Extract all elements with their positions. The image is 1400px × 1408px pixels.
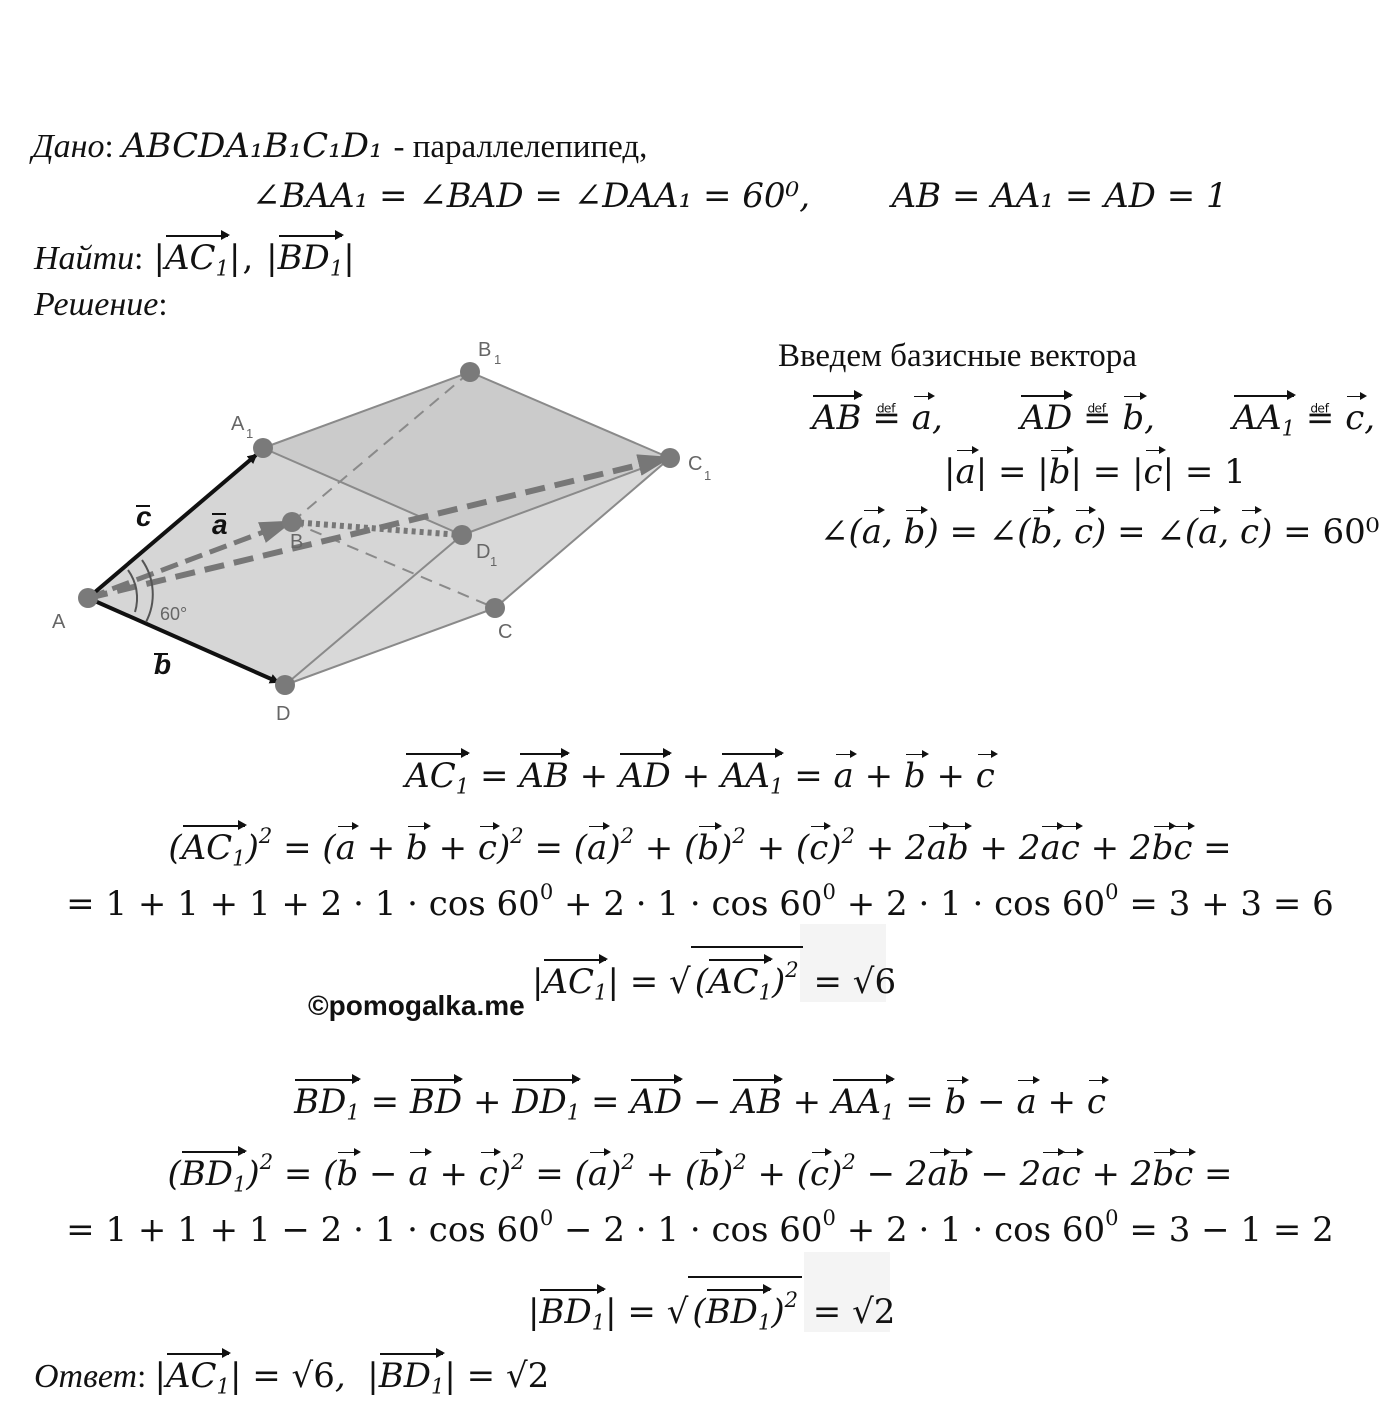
label-B1-sub: 1 xyxy=(494,352,502,367)
basis-angles: ∠(a, b) = ∠(b, c) = ∠(a, c) = 60⁰ xyxy=(820,512,1380,552)
basis-modulus: |a| = |b| = |c| = 1 xyxy=(944,452,1246,492)
basis-intro: Введем базисные вектора xyxy=(778,338,1137,374)
basis-definitions: AB ≝ a, AD ≝ b, $AA_1$ ≝ c, xyxy=(812,392,1375,448)
basis-modulus-value: = 1 xyxy=(1184,452,1246,492)
label-A1: A xyxy=(231,413,245,435)
find-line: Найти: $|AC_1|$, $|BD_1|$ xyxy=(34,232,357,288)
label-C: C xyxy=(498,621,513,643)
answer-label: Ответ xyxy=(34,1358,138,1395)
given-line: Дано: ABCDA₁B₁C₁D₁ - параллелепипед, xyxy=(32,126,648,166)
label-vec-c: c xyxy=(136,501,152,532)
eq-bd1-square: $(BD_1)^2 = (b - a + c)^2 = (a)^2 + (b)^2 + (c)^2 - 2ab - 2ac + 2bc$ = xyxy=(0,1142,1400,1204)
eq-ac1-value: = $1 + 1 + 1 + 2 \cdot 1 \cdot \cos 60^0 + 2 \cdot 1 \cdot \cos 60^0 + 2 \cdot 1 \cdot \cos 60^0 = 3 + 3 = 6$ xyxy=(66,879,1334,924)
label-vec-a: a xyxy=(212,509,228,540)
given-lengths: AB = AA₁ = AD = 1 xyxy=(891,176,1228,216)
given-label: Дано xyxy=(32,128,105,165)
label-B: B xyxy=(290,531,304,553)
label-D1-sub: 1 xyxy=(490,554,498,569)
label-A1-sub: 1 xyxy=(246,426,254,441)
watermark: ©pomogalka.me xyxy=(308,990,525,1021)
answer-line: Ответ: $|AC_1| = √6$, $|BD_1| = √2$ xyxy=(34,1350,549,1406)
solution-line: Решение: xyxy=(34,286,168,323)
solution-label: Решение xyxy=(34,286,159,323)
given-figure: ABCDA₁B₁C₁D₁ xyxy=(121,126,383,166)
label-C1-sub: 1 xyxy=(704,468,712,483)
eq-ac1-square: $(AC_1)^2 = (a + b + c)^2 = (a)^2 + (b)^2 + (c)^2 + 2ab + 2ac + 2bc$ = xyxy=(0,816,1400,878)
eq-bd1-sum: $BD_1$ = BD + $DD_1$ = AD − AB + $AA_1 = b - a + c$ xyxy=(0,1076,1400,1132)
label-angle: 60° xyxy=(160,604,188,624)
eq-bd1-length: $|BD_1|$ = √ $(BD_1)^2 = √2$ xyxy=(528,1276,895,1342)
def-symbol: ≝ xyxy=(1305,398,1335,438)
label-vec-b: b xyxy=(154,649,172,680)
find-label: Найти xyxy=(34,240,135,277)
eq-ac1-length: $|AC_1|$ = √ $(AC_1)^2 = √6$ xyxy=(532,946,896,1012)
def-symbol: ≝ xyxy=(1083,398,1112,438)
label-A: A xyxy=(52,611,66,633)
parallelepiped-figure xyxy=(0,330,760,730)
given-angles: ∠BAA₁ = ∠BAD = ∠DAA₁ = 60⁰, xyxy=(252,176,810,216)
given-conditions xyxy=(252,176,1228,216)
def-symbol: ≝ xyxy=(872,398,901,438)
eq-bd1-value: = $1 + 1 + 1 - 2 \cdot 1 \cdot \cos 60^0 - 2 \cdot 1 \cdot \cos 60^0 + 2 \cdot 1 \cdot \cos 60^0 = 3 - 1 = 2$ xyxy=(66,1205,1334,1250)
label-C1: C xyxy=(688,453,703,475)
label-D: D xyxy=(276,703,291,725)
basis-angle-value: = 60⁰ xyxy=(1283,512,1380,552)
eq-ac1-sum: $AC_1$ = AB + AD + $AA_1 = a + b + c$ xyxy=(0,750,1400,806)
given-text: - параллелепипед, xyxy=(393,129,648,165)
label-B1: B xyxy=(478,339,492,361)
label-D1: D xyxy=(476,541,491,563)
